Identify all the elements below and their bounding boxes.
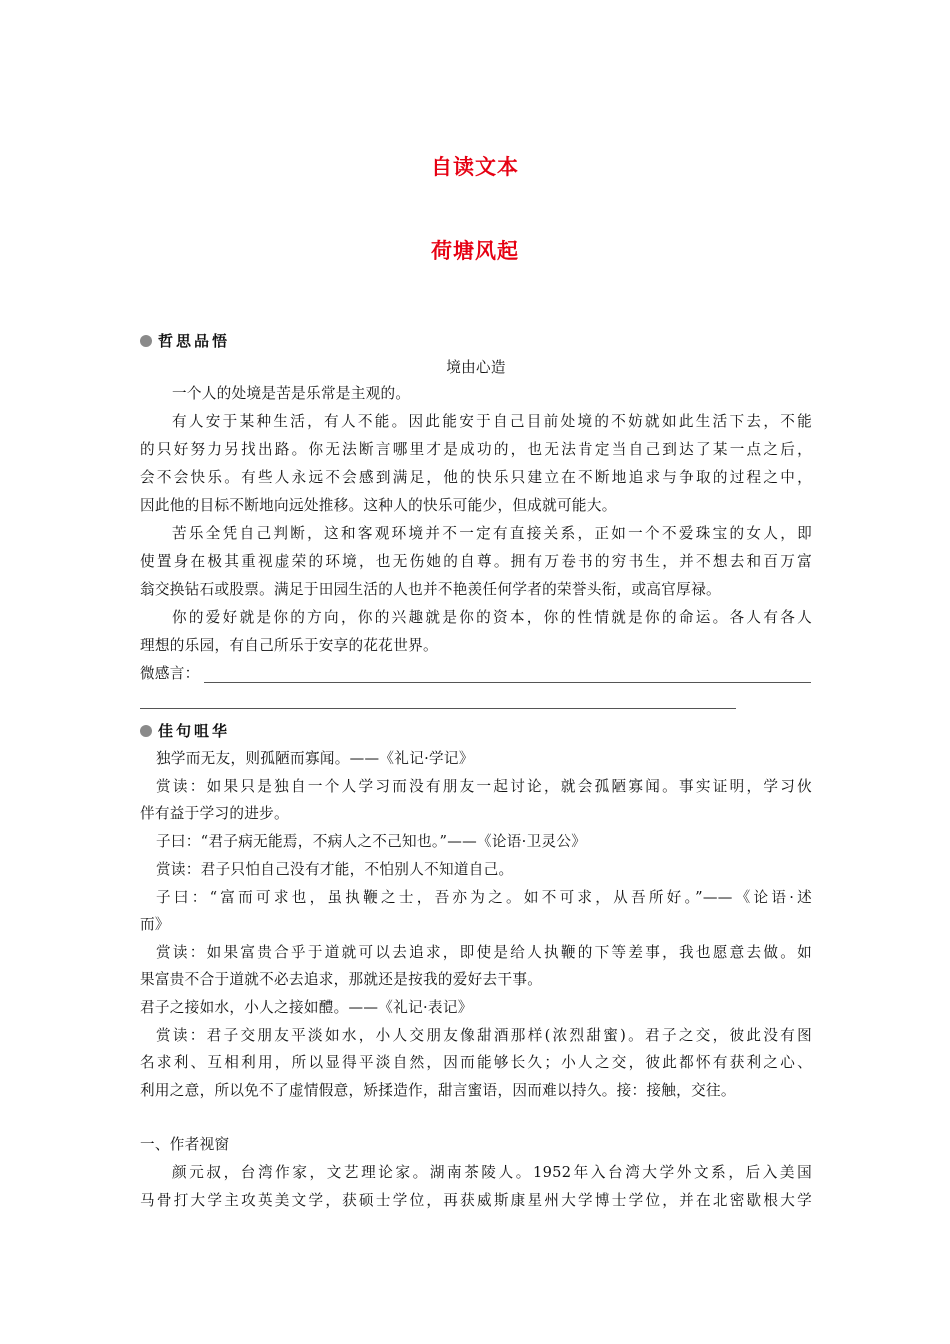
essay-line: 有人安于某种生活，有人不能。因此能安于自己目前处境的不妨就如此生活下去，不能: [172, 413, 812, 430]
page-title: 自读文本: [431, 155, 519, 179]
appreciation-line: 赏读：如果富贵合乎于道就可以去追求，即使是给人执鞭的下等差事，我也愿意去做。如: [156, 944, 812, 961]
author-line: 颜元叔，台湾作家，文艺理论家。湖南茶陵人。1952年入台湾大学外文系，后入美国: [172, 1164, 812, 1181]
quote-line: 独学而无友，则孤陋而寡闻。——《礼记·学记》: [156, 750, 474, 767]
quote-line: 君子之接如水，小人之接如醴。——《礼记·表记》: [140, 999, 473, 1016]
bullet-dot-icon: [140, 335, 152, 347]
section-heading-label: 佳句咀华: [158, 722, 231, 740]
quote-line: 子曰：“富而可求也，虽执鞭之士，吾亦为之。如不可求，从吾所好。”——《论语·述: [156, 889, 812, 906]
comment-answer-line[interactable]: [140, 708, 736, 709]
appreciation-line: 利用之意，所以免不了虚情假意，矫揉造作，甜言蜜语，因而难以持久。接：接触，交往。: [140, 1082, 736, 1099]
appreciation-line: 赏读：君子只怕自己没有才能，不怕别人不知道自己。: [156, 861, 514, 878]
quote-line: 而》: [140, 916, 170, 933]
essay-line: 的只好努力另找出路。你无法断言哪里才是成功的，也无法肯定当自己到达了某一点之后，: [140, 441, 812, 458]
section-heading-jiaju: [140, 720, 230, 741]
author-line: 马骨打大学主攻英美文学，获硕士学位，再获威斯康星州大学博士学位，并在北密歇根大学: [140, 1192, 812, 1209]
comment-label: 微感言：: [140, 665, 200, 682]
essay-line: 你的爱好就是你的方向，你的兴趣就是你的资本，你的性情就是你的命运。各人有各人: [172, 609, 812, 626]
essay-line: 翁交换钻石或股票。满足于田园生活的人也并不艳羡任何学者的荣誉头衔，或高官厚禄。: [140, 581, 721, 598]
section-heading-author: 一、作者视窗: [140, 1136, 230, 1153]
appreciation-line: 赏读：君子交朋友平淡如水，小人交朋友像甜酒那样(浓烈甜蜜)。君子之交，彼此没有图: [156, 1027, 812, 1044]
appreciation-line: 伴有益于学习的进步。: [140, 805, 289, 822]
appreciation-line: 名求利、互相利用，所以显得平淡自然，因而能够长久；小人之交，彼此都怀有获利之心、: [140, 1054, 812, 1071]
essay-line: 理想的乐园，有自己所乐于安享的花花世界。: [140, 637, 438, 654]
section-heading-label: 哲思品悟: [158, 332, 231, 350]
comment-answer-line[interactable]: [204, 682, 811, 683]
essay-line: 使置身在极其重视虚荣的环境，也无伤她的自尊。拥有万卷书的穷书生，并不想去和百万富: [140, 553, 812, 570]
essay-line: 一个人的处境是苦是乐常是主观的。: [172, 385, 411, 402]
bullet-dot-icon: [140, 725, 152, 737]
essay-line: 苦乐全凭自己判断，这和客观环境并不一定有直接关系，正如一个不爱珠宝的女人，即: [172, 525, 812, 542]
appreciation-line: 赏读：如果只是独自一个人学习而没有朋友一起讨论，就会孤陋寡闻。事实证明，学习伙: [156, 778, 812, 795]
appreciation-line: 果富贵不合于道就不必去追求，那就还是按我的爱好去干事。: [140, 971, 543, 988]
page-subtitle: 荷塘风起: [431, 239, 519, 263]
essay-line: 因此他的目标不断地向远处推移。这种人的快乐可能少，但成就可能大。: [140, 497, 617, 514]
quote-line: 子曰：“君子病无能焉，不病人之不己知也。”——《论语·卫灵公》: [156, 833, 587, 850]
essay-line: 会不会快乐。有些人永远不会感到满足，他的快乐只建立在不断地追求与争取的过程之中，: [140, 469, 812, 486]
essay-title: 境由心造: [446, 359, 506, 376]
section-heading-zhesi: [140, 330, 230, 351]
